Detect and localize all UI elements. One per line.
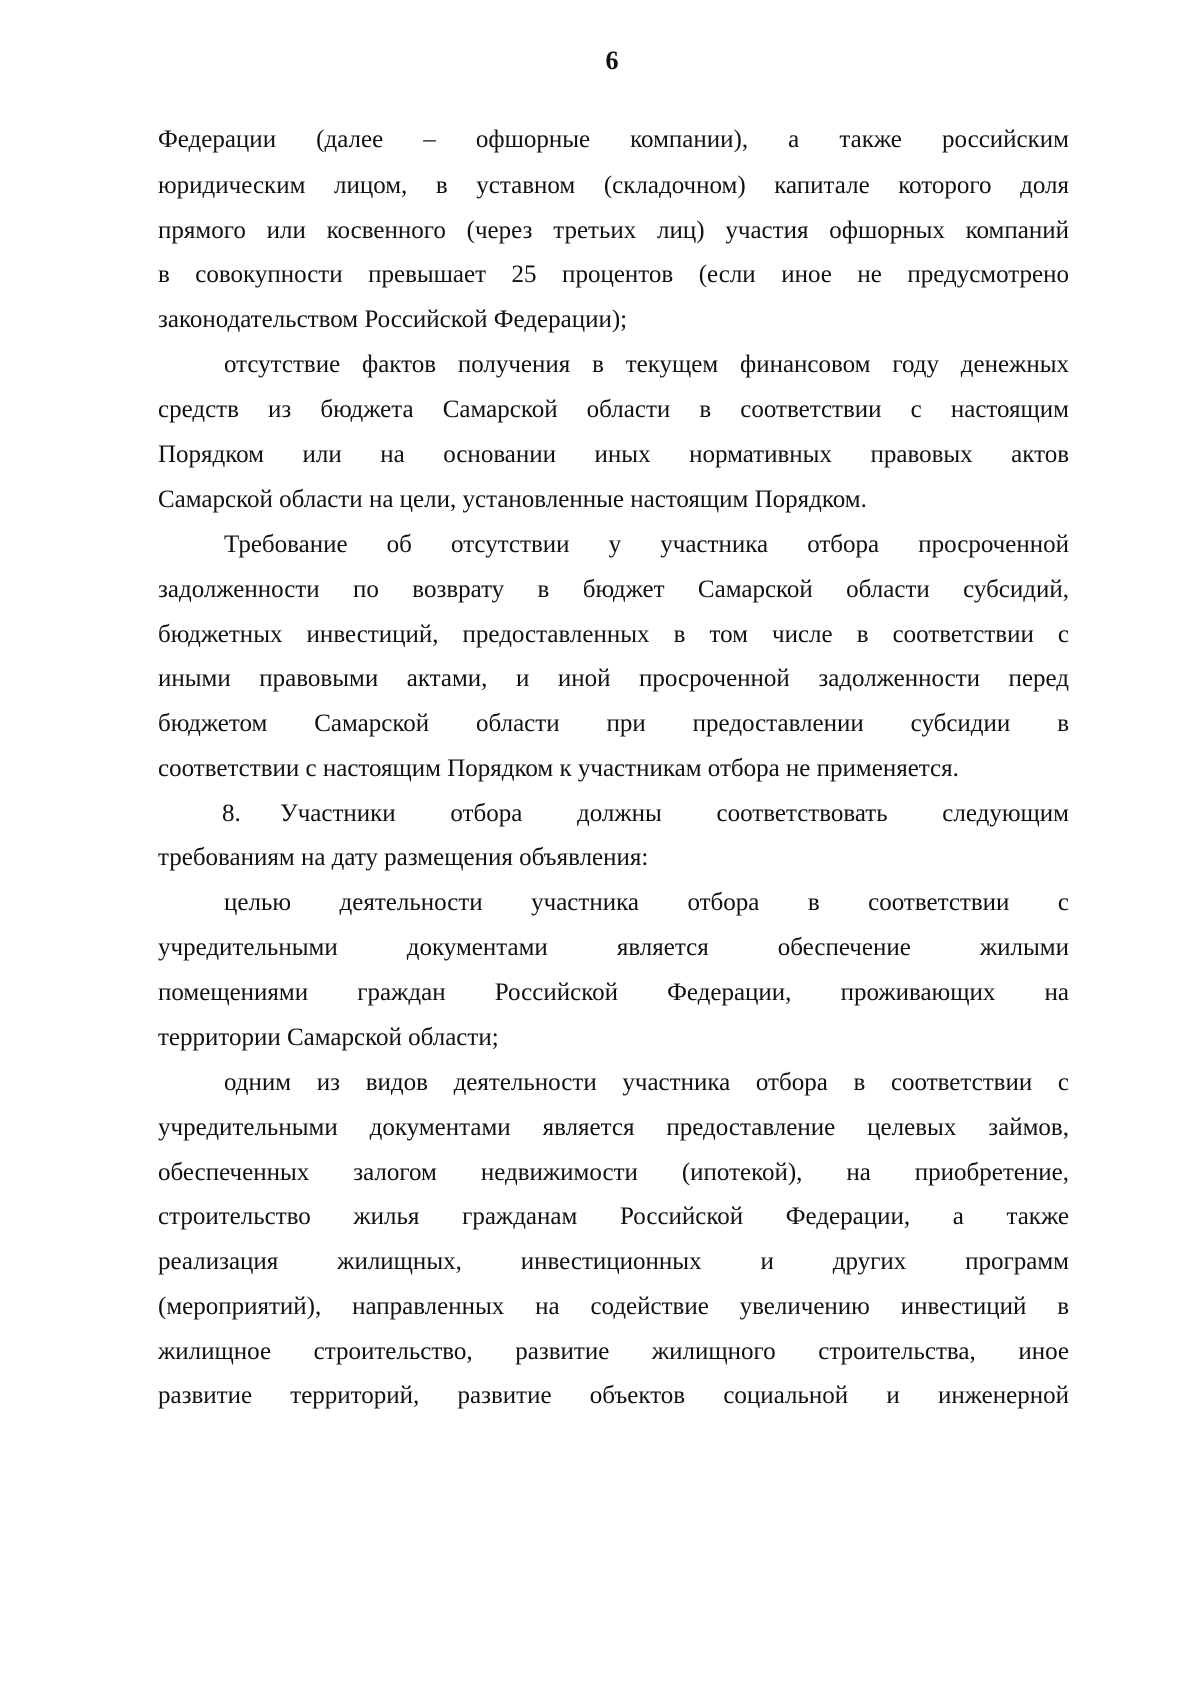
text-line: учредительными документами является обеспечение жилыми — [158, 934, 1069, 961]
text-line: жилищное строительство, развитие жилищного строительства, иное — [158, 1338, 1069, 1365]
text-line: бюджетом Самарской области при предоставлении субсидии в — [158, 710, 1069, 737]
text-line: (мероприятий), направленных на содействие увеличению инвестиций в — [158, 1293, 1069, 1320]
text-line: Порядком или на основании иных нормативных правовых актов — [158, 441, 1069, 468]
text-line: развитие территорий, развитие объектов социальной и инженерной — [158, 1382, 1069, 1409]
text-line: законодательством Российской Федерации); — [158, 306, 628, 333]
text-line: Участники отбора должны соответствовать следующим — [280, 800, 1069, 827]
text-line: иными правовыми актами, и иной просроченной задолженности перед — [158, 665, 1069, 692]
text-line: реализация жилищных, инвестиционных и других программ — [158, 1248, 1069, 1275]
text-line: строительство жилья гражданам Российской Федерации, а также — [158, 1203, 1069, 1230]
text-line: бюджетных инвестиций, предоставленных в том числе в соответствии с — [158, 621, 1069, 648]
text-line: юридическим лицом, в уставном (складочном) капитале которого доля — [158, 172, 1069, 199]
text-line: обеспеченных залогом недвижимости (ипотекой), на приобретение, — [158, 1159, 1069, 1186]
text-line: Самарской области на цели, установленные настоящим Порядком. — [158, 486, 867, 513]
text-line: Федерации (далее – офшорные компании), а также российским — [158, 126, 1069, 153]
text-line: Требование об отсутствии у участника отбора просроченной — [224, 531, 1069, 558]
text-line: задолженности по возврату в бюджет Самарской области субсидий, — [158, 576, 1069, 603]
text-line: целью деятельности участника отбора в соответствии с — [224, 889, 1069, 916]
text-line: одним из видов деятельности участника отбора в соответствии с — [224, 1069, 1069, 1096]
text-line: соответствии с настоящим Порядком к участникам отбора не применяется. — [158, 755, 959, 782]
text-line: территории Самарской области; — [158, 1024, 499, 1051]
text-line: прямого или косвенного (через третьих лиц) участия офшорных компаний — [158, 217, 1069, 244]
text-line: требованиям на дату размещения объявления: — [158, 844, 649, 871]
item-number: 8. — [222, 800, 241, 827]
text-line: учредительными документами является предоставление целевых займов, — [158, 1114, 1069, 1141]
text-line: отсутствие фактов получения в текущем финансовом году денежных — [224, 351, 1069, 378]
text-line: в совокупности превышает 25 процентов (если иное не предусмотрено — [158, 261, 1069, 288]
page-number: 6 — [605, 46, 619, 75]
text-line: помещениями граждан Российской Федерации, проживающих на — [158, 979, 1069, 1006]
text-line: средств из бюджета Самарской области в соответствии с настоящим — [158, 396, 1069, 423]
